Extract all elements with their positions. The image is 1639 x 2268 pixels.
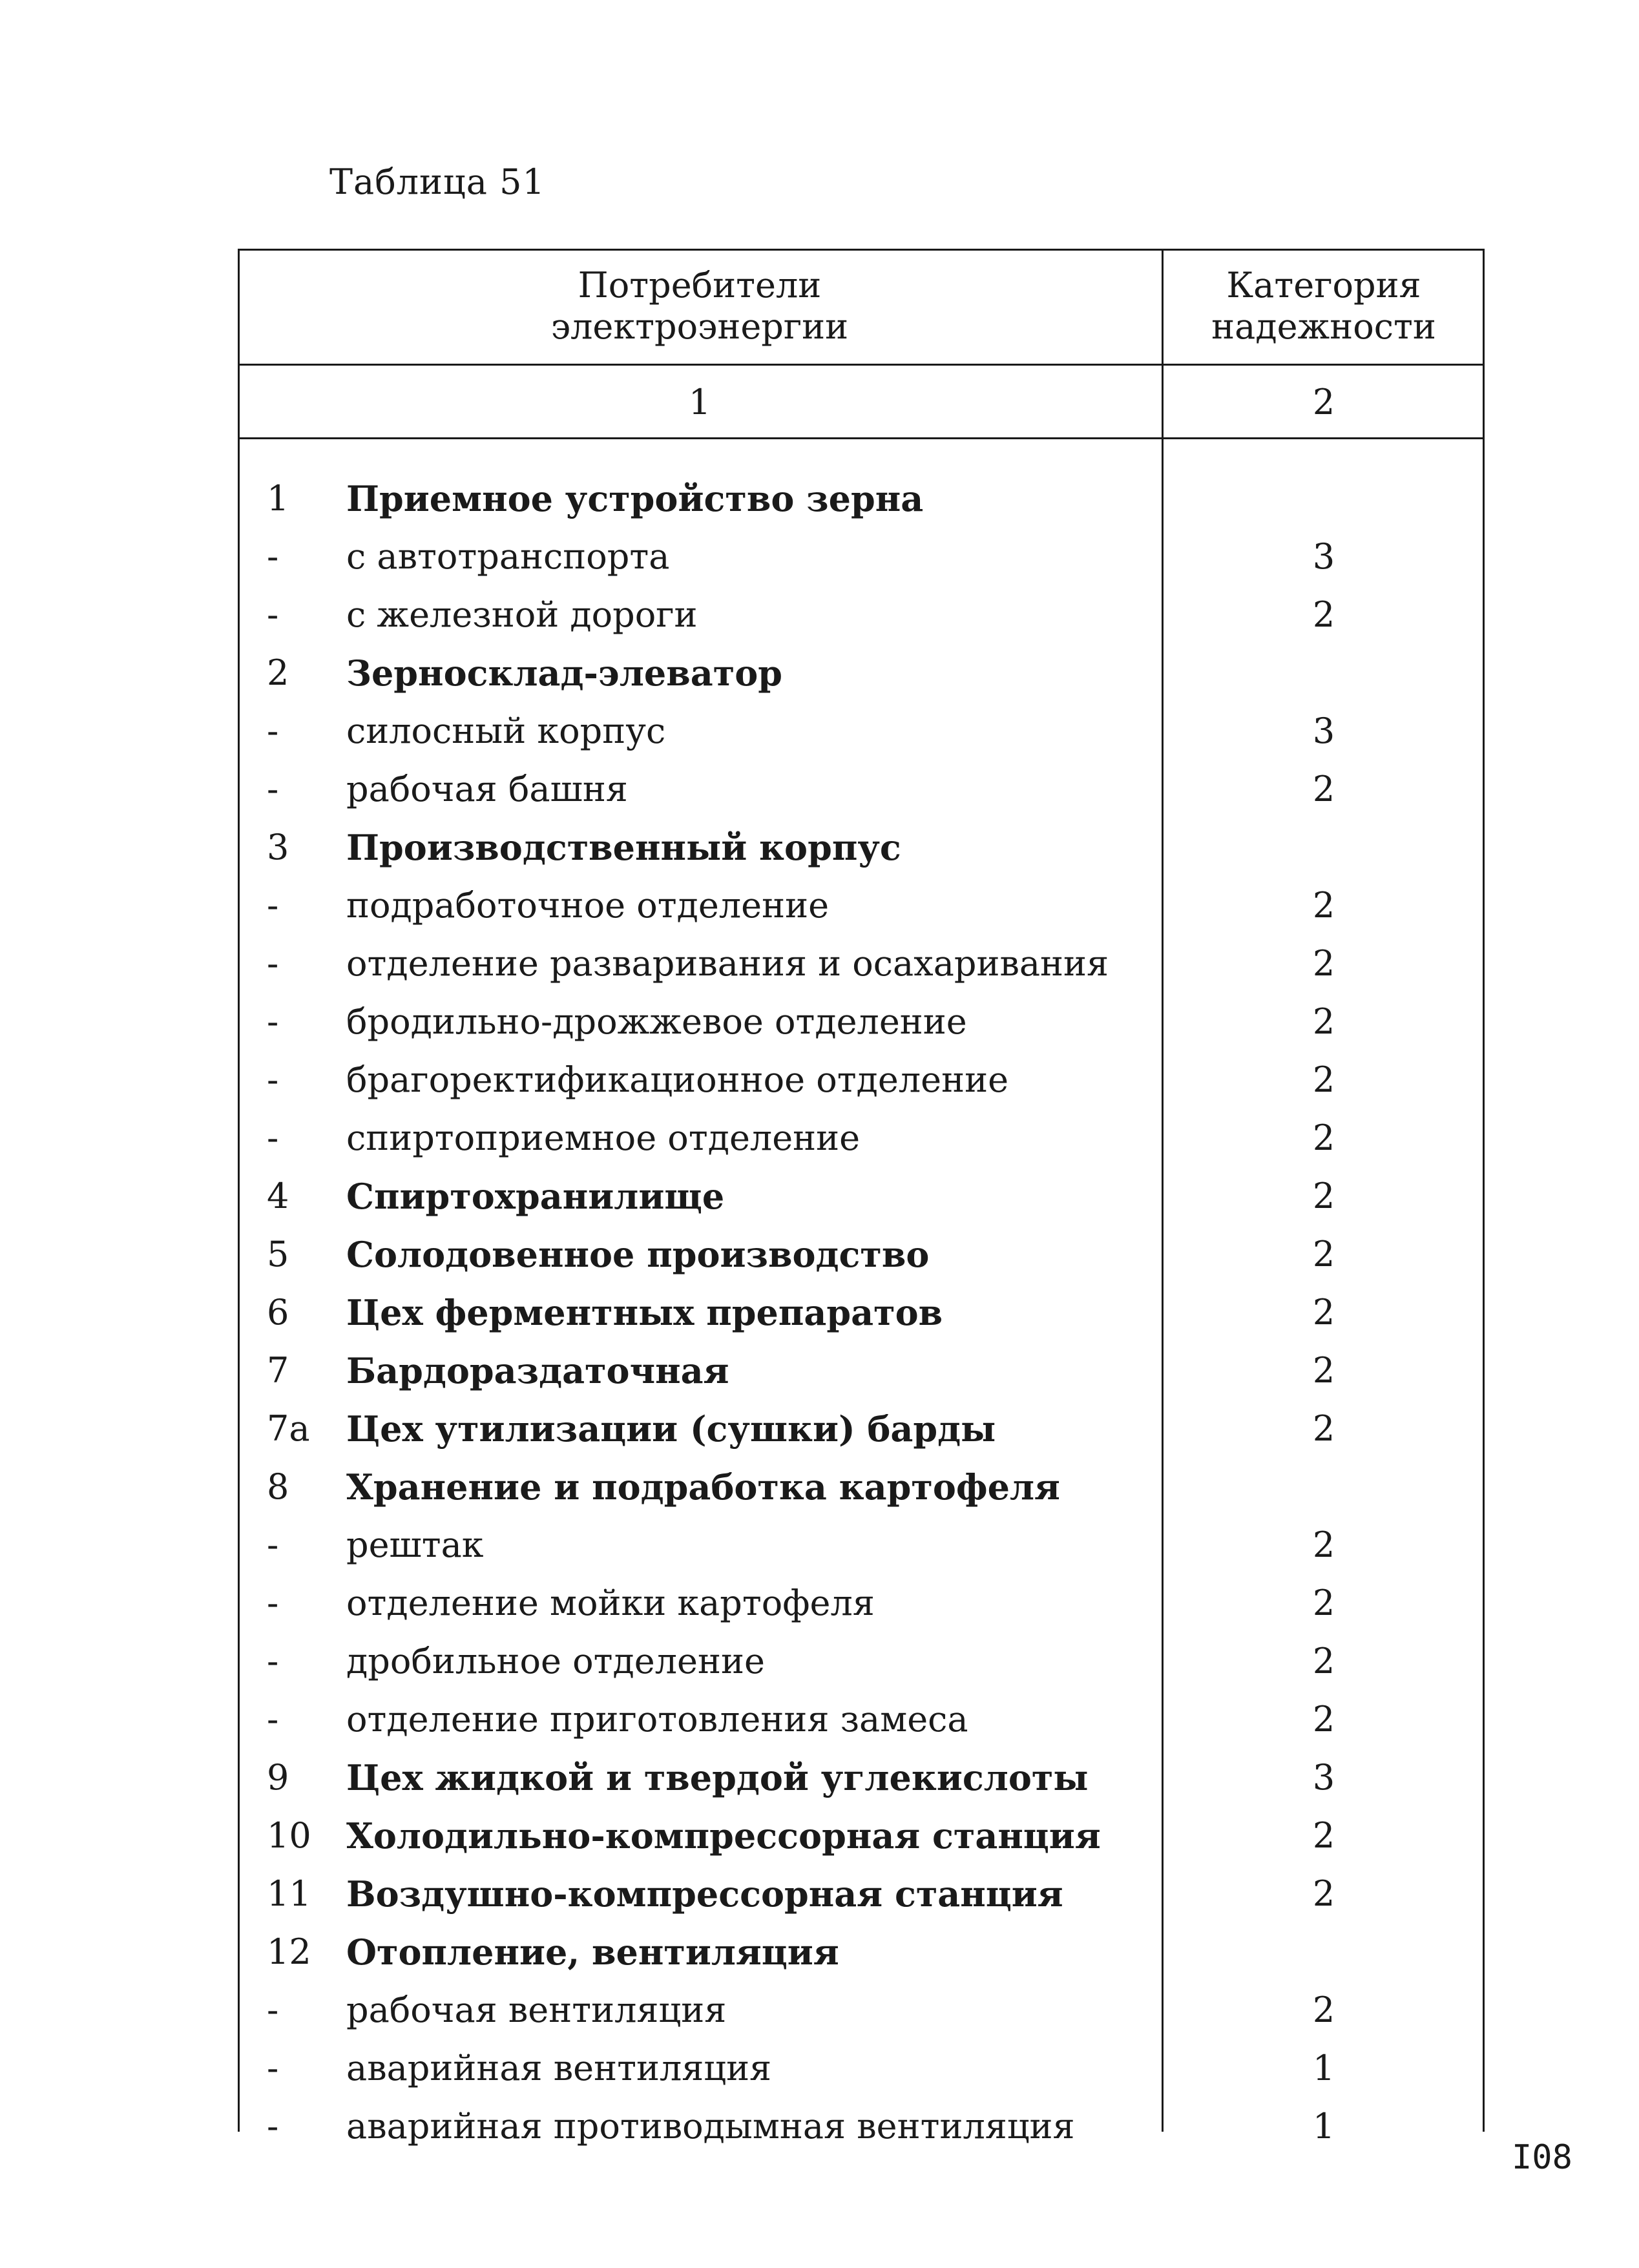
column-number-2: 2 (1312, 381, 1335, 422)
row-category: 2 (1312, 1583, 1335, 1623)
row-category: 2 (1312, 1815, 1335, 1856)
row-number: - (267, 2106, 279, 2147)
table-row (238, 644, 1485, 702)
table-row (238, 877, 1485, 935)
row-number: 3 (267, 827, 289, 868)
row-category: 2 (1312, 769, 1335, 809)
header-divider (238, 364, 1485, 366)
row-number: 1 (267, 478, 289, 519)
header-consumers-text: Потребители электроэнергии (550, 265, 849, 347)
row-category: 2 (1312, 1001, 1335, 1042)
row-label: спиртоприемное отделение (346, 1118, 861, 1158)
row-label: Спиртохранилище (346, 1176, 725, 1217)
table-row (238, 1225, 1485, 1284)
row-category: 2 (1312, 594, 1335, 635)
row-label: рабочая вентиляция (346, 1990, 727, 2030)
table-row (238, 818, 1485, 877)
row-number: 4 (267, 1176, 289, 1216)
row-category: 2 (1312, 1234, 1335, 1274)
row-category: 3 (1312, 711, 1335, 751)
table-row (238, 1865, 1485, 1923)
table-row (238, 1807, 1485, 1865)
row-number: - (267, 1641, 279, 1681)
row-number: 6 (267, 1292, 289, 1333)
row-number: 12 (267, 1931, 311, 1972)
header-category (1163, 249, 1485, 364)
table-row (238, 935, 1485, 993)
row-label: бродильно-дрожжевое отделение (346, 1001, 967, 1042)
table-row (238, 586, 1485, 644)
row-label: аварийная вентиляция (346, 2048, 772, 2088)
row-category: 1 (1312, 2106, 1335, 2147)
row-number: 8 (267, 1466, 289, 1507)
row-category: 2 (1312, 1524, 1335, 1565)
row-number: - (267, 1583, 279, 1623)
row-number: 9 (267, 1757, 289, 1798)
row-number: - (267, 594, 279, 635)
row-number: 10 (267, 1815, 311, 1856)
table-row (238, 1923, 1485, 1981)
row-category: 2 (1312, 1292, 1335, 1333)
table-row (238, 1342, 1485, 1400)
row-label: Цех жидкой и твердой углекислоты (346, 1757, 1089, 1798)
table-row (238, 993, 1485, 1051)
row-label: рабочая башня (346, 769, 628, 809)
row-label: Производственный корпус (346, 827, 901, 868)
table-row (238, 1284, 1485, 1342)
table-row (238, 1574, 1485, 1632)
table-row (238, 1516, 1485, 1574)
row-category: 2 (1312, 885, 1335, 926)
table-row (238, 470, 1485, 528)
table-row (238, 1981, 1485, 2039)
row-number: - (267, 943, 279, 984)
row-number: - (267, 769, 279, 809)
row-label: с железной дороги (346, 594, 698, 635)
table-row (238, 1109, 1485, 1167)
row-category: 2 (1312, 1408, 1335, 1449)
row-number: 11 (267, 1873, 311, 1914)
row-label: Отопление, вентиляция (346, 1931, 839, 1973)
row-category: 1 (1312, 2048, 1335, 2088)
page-number: I08 (1512, 2138, 1572, 2177)
table-row (238, 1167, 1485, 1225)
row-label: отделение мойки картофеля (346, 1583, 875, 1623)
row-label: силосный корпус (346, 711, 666, 751)
row-number: - (267, 536, 279, 577)
row-category: 2 (1312, 1990, 1335, 2030)
row-category: 3 (1312, 1757, 1335, 1798)
row-category: 2 (1312, 1699, 1335, 1740)
row-category: 2 (1312, 1176, 1335, 1216)
table-row (238, 528, 1485, 586)
row-label: Воздушно-компрессорная станция (346, 1873, 1063, 1915)
table-row (238, 702, 1485, 760)
table-row (238, 1632, 1485, 1691)
row-label: Приемное устройство зерна (346, 478, 924, 519)
row-number: - (267, 1059, 279, 1100)
row-number: - (267, 885, 279, 926)
row-label: с автотранспорта (346, 536, 670, 577)
table-row (238, 1749, 1485, 1807)
reliability-table (238, 249, 1485, 2147)
row-label: отделение разваривания и осахаривания (346, 943, 1109, 984)
row-number: - (267, 1699, 279, 1740)
column-number-1: 1 (688, 381, 711, 422)
row-label: Холодильно-компрессорная станция (346, 1815, 1101, 1857)
row-category: 2 (1312, 1873, 1335, 1914)
row-category: 2 (1312, 1641, 1335, 1681)
row-category: 2 (1312, 1059, 1335, 1100)
numbers-divider (238, 437, 1485, 439)
row-label: Солодовенное производство (346, 1234, 930, 1275)
table-caption: Таблица 51 (329, 161, 545, 202)
row-number: - (267, 1118, 279, 1158)
row-label: аварийная противодымная вентиляция (346, 2106, 1075, 2147)
row-category: 2 (1312, 1118, 1335, 1158)
row-label: дробильное отделение (346, 1641, 765, 1681)
table-row (238, 2039, 1485, 2097)
table-row (238, 1051, 1485, 1109)
row-label: рештак (346, 1524, 484, 1565)
row-label: подработочное отделение (346, 885, 830, 926)
header-category-text: Категория надежности (1211, 265, 1436, 347)
table-body (238, 470, 1485, 2156)
row-category: 2 (1312, 1350, 1335, 1391)
row-label: отделение приготовления замеса (346, 1699, 968, 1740)
row-number: 7а (267, 1408, 310, 1449)
table-row (238, 2097, 1485, 2156)
table-row (238, 1400, 1485, 1458)
row-category: 3 (1312, 536, 1335, 577)
row-label: Хранение и подработка картофеля (346, 1466, 1060, 1508)
row-number: - (267, 1524, 279, 1565)
row-number: - (267, 1001, 279, 1042)
row-number: - (267, 1990, 279, 2030)
row-number: - (267, 2048, 279, 2088)
row-label: Цех ферментных препаратов (346, 1292, 943, 1333)
table-row (238, 1691, 1485, 1749)
table-row (238, 1458, 1485, 1516)
row-category: 2 (1312, 943, 1335, 984)
row-label: Бардораздаточная (346, 1350, 729, 1391)
row-number: 2 (267, 652, 289, 693)
table-row (238, 760, 1485, 818)
row-label: брагоректификационное отделение (346, 1059, 1009, 1100)
row-label: Зерносклад-элеватор (346, 652, 782, 694)
header-consumers (238, 249, 1162, 364)
row-number: - (267, 711, 279, 751)
row-label: Цех утилизации (сушки) барды (346, 1408, 996, 1450)
row-number: 5 (267, 1234, 289, 1274)
row-number: 7 (267, 1350, 289, 1391)
